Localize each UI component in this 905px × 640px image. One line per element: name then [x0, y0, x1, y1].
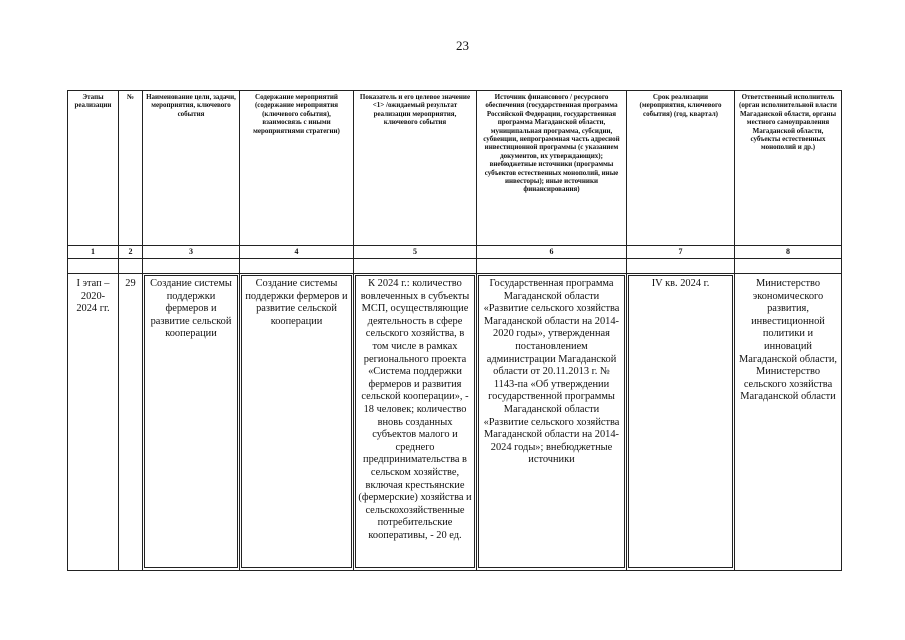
indicator-text: К 2024 г.: количество вовлеченных в субъекты МСП, осуществляющие деятельность в сфере сельского хозяйства, в том числе в рамках регионального проекта «Система поддержки фермеров и развития сельской кооперации», - 18 человек; количество вновь созданных субъектов малого и среднего предпринимательства в сельском хозяйстве, включая крестьянские (фермерские) хозяйства и сельскохозяйственные потребительские кооперативы, - 20 ед.: [355, 275, 475, 568]
header-name: Наименование цели, задачи, мероприятия, ключевого события: [143, 91, 240, 246]
column-number: 7: [627, 246, 735, 259]
executor-text: Министерство экономического развития, инвестиционной политики и инноваций Магаданской области, Министерство сельского хозяйства Магаданской области: [739, 278, 837, 403]
column-number: 1: [68, 246, 119, 259]
event-name: Создание системы поддержки фермеров и развитие сельской кооперации: [144, 275, 238, 568]
strategy-plan-table: [67, 90, 842, 571]
header-deadline: Срок реализации (мероприятия, ключевого события) (год, квартал): [627, 91, 735, 246]
indicator-cell: [354, 274, 477, 571]
header-stage: Этапы реализации: [68, 91, 119, 246]
column-number: 5: [354, 246, 477, 259]
event-content: Создание системы поддержки фермеров и развитие сельской кооперации: [241, 275, 352, 568]
table-row: [68, 274, 842, 571]
header-content: Содержание мероприятий (содержание мероприятия (ключевого события), взаимосвязь с иными мероприятиями стратегии): [240, 91, 354, 246]
column-number: 2: [119, 246, 143, 259]
spacer-row: [68, 259, 842, 274]
stage-text: I этап – 2020-2024 гг.: [76, 278, 110, 315]
header-source: Источник финансового / ресурсного обеспечения (государственная программа Российской Федерации, государственная программа Магаданской области, муниципальная программа, субсидии, субвенции, непрограммная часть адресной инвестиционной программы (с указанием документов, их утверждающих); внебюджетные источники (программы субъектов естественных монополий, иные инвесторы); иные источники финансирования): [477, 91, 627, 246]
header-executor: Ответственный исполнитель (орган исполнительной власти Магаданской области, органы местного самоуправления Магаданской области, субъекты естественных монополий и др.): [735, 91, 842, 246]
name-cell: [143, 274, 240, 571]
executor-cell: [735, 274, 842, 571]
funding-source: Государственная программа Магаданской области «Развитие сельского хозяйства Магаданской области на 2014-2020 годы», утвержденная постановлением администрации Магаданской области от 20.11.2013 г. № 1143-па «Об утверждении государственной программы Магаданской области «Развитие сельского хозяйства Магаданской области на 2014-2024 годы»; внебюджетные источники: [478, 275, 625, 568]
deadline-text: IV кв. 2024 г.: [628, 275, 733, 568]
column-number: 3: [143, 246, 240, 259]
page-number: 23: [456, 38, 469, 53]
stage-cell: [68, 274, 119, 571]
content-cell: [240, 274, 354, 571]
column-number: 8: [735, 246, 842, 259]
column-number: 4: [240, 246, 354, 259]
number-cell: [119, 274, 143, 571]
column-number: 6: [477, 246, 627, 259]
row-number: 29: [125, 278, 136, 289]
header-number: №: [119, 91, 143, 246]
header-row: [68, 91, 842, 246]
source-cell: [477, 274, 627, 571]
column-number-row: [68, 246, 842, 259]
deadline-cell: [627, 274, 735, 571]
header-indicator: Показатель и его целевое значение <1> /ожидаемый результат реализации мероприятия, ключевого события: [354, 91, 477, 246]
